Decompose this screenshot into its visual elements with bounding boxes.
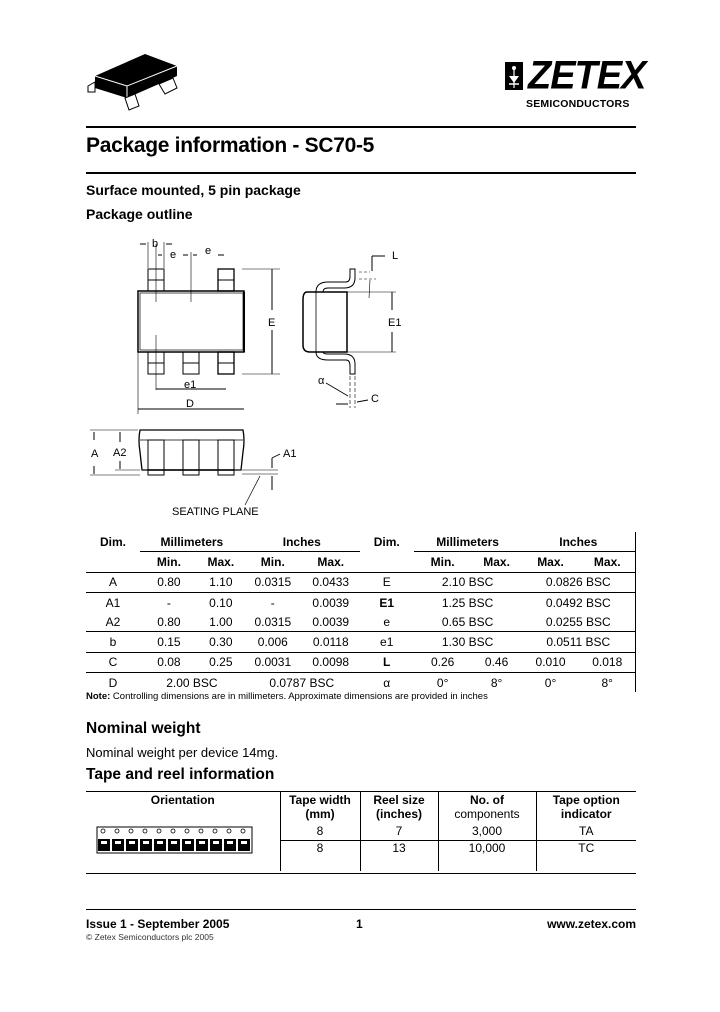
dim-cell: 0.0492 BSC	[522, 592, 636, 612]
package-subtitle: Surface mounted, 5 pin package	[86, 182, 301, 198]
tape-width-cell: 8	[280, 822, 360, 841]
label-e-2: e	[205, 245, 212, 257]
tape-table-bottom-rule	[86, 873, 636, 874]
tape-reel-icon	[96, 826, 256, 856]
label-A: A	[91, 448, 99, 460]
sub-header: Min.	[244, 552, 302, 572]
tape-header-row	[86, 792, 636, 822]
header-mm-right: Millimeters	[436, 534, 499, 549]
footer-rule	[86, 909, 636, 910]
dim-cell: -	[140, 592, 198, 612]
footer-page-number: 1	[356, 917, 363, 931]
components-cell: 3,000	[438, 822, 536, 841]
dim-cell: 0.46	[472, 652, 522, 672]
components-cell: 10,000	[438, 841, 536, 872]
dim-cell: 0.0511 BSC	[522, 632, 636, 652]
sub-header: Max.	[302, 552, 360, 572]
table-row	[86, 612, 636, 632]
dim-cell: 0.0787 BSC	[244, 673, 360, 693]
header-tape-width: Tape width (mm)	[280, 792, 360, 822]
label-A1: A1	[283, 448, 297, 460]
dims-subheader-row	[86, 552, 636, 572]
dim-cell: 0.25	[198, 652, 244, 672]
diode-logo-icon	[505, 62, 523, 90]
label-alpha: α	[318, 375, 325, 387]
header-mm-left: Millimeters	[160, 534, 224, 549]
header-rule	[86, 126, 636, 128]
header-orientation: Orientation	[150, 793, 215, 807]
header-reel-size: Reel size (inches)	[360, 792, 438, 822]
dim-cell: 0°	[414, 673, 472, 693]
table-row	[86, 822, 636, 841]
dim-cell: 0°	[522, 673, 580, 693]
label-L: L	[392, 250, 399, 262]
label-D: D	[186, 398, 194, 410]
label-E1: E1	[388, 317, 402, 329]
footer-copyright: © Zetex Semiconductors plc 2005	[86, 932, 214, 942]
table-row	[86, 673, 636, 693]
tape-option-cell: TC	[536, 841, 636, 872]
dim-cell: 0.0098	[302, 652, 360, 672]
nominal-weight-heading: Nominal weight	[86, 720, 201, 737]
dim-cell: 0.65 BSC	[441, 614, 494, 629]
label-E: E	[268, 317, 276, 329]
dimensions-note	[86, 691, 488, 702]
package-outline-heading: Package outline	[86, 206, 193, 222]
dim-cell: 1.00	[209, 614, 233, 629]
sub-header: Max.	[472, 552, 522, 572]
dim-cell: 0.0039	[302, 592, 360, 612]
note-label: Note:	[86, 691, 111, 702]
dim-cell: A2	[105, 614, 121, 629]
table-row	[86, 632, 636, 652]
dim-cell: 0.30	[198, 632, 244, 652]
sub-header: Max.	[580, 552, 636, 572]
tape-reel-heading: Tape and reel information	[86, 766, 275, 783]
dim-cell: 2.10 BSC	[414, 572, 522, 592]
label-seating-plane: SEATING PLANE	[172, 506, 259, 518]
header-in-left: Inches	[282, 534, 321, 549]
dim-cell: 8°	[472, 673, 522, 693]
label-A2: A2	[113, 447, 127, 459]
dim-cell: 0.0433	[302, 572, 360, 592]
dim-cell: 0.15	[140, 632, 198, 652]
header-in-right: Inches	[522, 532, 636, 552]
dim-cell: 0.26	[414, 652, 472, 672]
zetex-logo	[500, 53, 646, 116]
sub-header: Min.	[414, 552, 472, 572]
page-title: Package information - SC70-5	[86, 134, 375, 157]
header-components: No. of components	[438, 792, 536, 822]
tape-option-cell: TA	[536, 822, 636, 841]
header-dim-right: Dim.	[373, 534, 400, 549]
logo-subtitle: SEMICONDUCTORS	[526, 98, 630, 110]
dimensions-table	[86, 532, 636, 692]
dim-cell: 0.10	[198, 592, 244, 612]
dim-cell: 8°	[580, 673, 636, 693]
label-e-1: e	[170, 249, 177, 261]
table-row	[86, 572, 636, 592]
label-b: b	[152, 238, 159, 250]
sub-header: Max.	[198, 552, 244, 572]
footer-website-link[interactable]: www.zetex.com	[547, 917, 636, 931]
dim-cell: E	[360, 572, 414, 592]
title-rule	[86, 172, 636, 174]
sub-header: Max.	[522, 552, 580, 572]
package-outline-diagram	[80, 230, 420, 520]
dim-cell: 0.08	[140, 652, 198, 672]
dim-cell: A	[86, 572, 140, 592]
table-row	[86, 652, 636, 672]
package-illustration	[85, 48, 185, 116]
footer-issue: Issue 1 - September 2005	[86, 917, 230, 931]
dim-cell: 0.0315	[254, 614, 292, 629]
dim-cell: 0.006	[244, 632, 302, 652]
note-text: Controlling dimensions are in millimeters. Approximate dimensions are provided in inches	[110, 691, 488, 702]
dim-cell: 0.0315	[244, 572, 302, 592]
dim-cell: A1	[86, 592, 140, 612]
tape-reel-table	[86, 792, 636, 871]
dim-cell: E1	[360, 592, 414, 612]
reel-size-cell: 13	[360, 841, 438, 872]
table-row	[86, 592, 636, 612]
sub-header: Min.	[140, 552, 198, 572]
dim-cell: α	[360, 673, 414, 693]
header-tape-option: Tape option indicator	[536, 792, 636, 822]
dim-cell: 0.0826 BSC	[522, 572, 636, 592]
nominal-weight-text: Nominal weight per device 14mg.	[86, 745, 279, 760]
dim-cell: 0.0039	[312, 614, 350, 629]
dim-cell: 1.10	[198, 572, 244, 592]
dims-header-row	[86, 532, 636, 552]
logo-brand: ZETEX	[528, 53, 646, 99]
dim-cell: e	[383, 614, 391, 629]
tape-orientation-image	[86, 822, 280, 871]
dim-cell: 1.25 BSC	[414, 592, 522, 612]
reel-size-cell: 7	[360, 822, 438, 841]
dim-cell: 0.80	[140, 572, 198, 592]
dim-cell: L	[360, 652, 414, 672]
dim-cell: D	[86, 673, 140, 693]
dim-cell: 0.0118	[302, 632, 360, 652]
dim-cell: C	[86, 652, 140, 672]
dim-cell: 0.018	[580, 652, 636, 672]
tape-width-cell: 8	[280, 841, 360, 872]
dim-cell: 0.010	[522, 652, 580, 672]
dim-cell: 1.30 BSC	[414, 632, 522, 652]
dim-cell: 0.0255 BSC	[522, 612, 636, 632]
dim-cell: -	[244, 592, 302, 612]
dim-cell: b	[86, 632, 140, 652]
dim-cell: e1	[360, 632, 414, 652]
label-C: C	[371, 393, 379, 405]
header-dim-left: Dim.	[99, 534, 126, 549]
dim-cell: 2.00 BSC	[140, 673, 244, 693]
label-e1: e1	[184, 379, 197, 391]
dim-cell: 0.80	[157, 614, 181, 629]
dim-cell: 0.0031	[244, 652, 302, 672]
